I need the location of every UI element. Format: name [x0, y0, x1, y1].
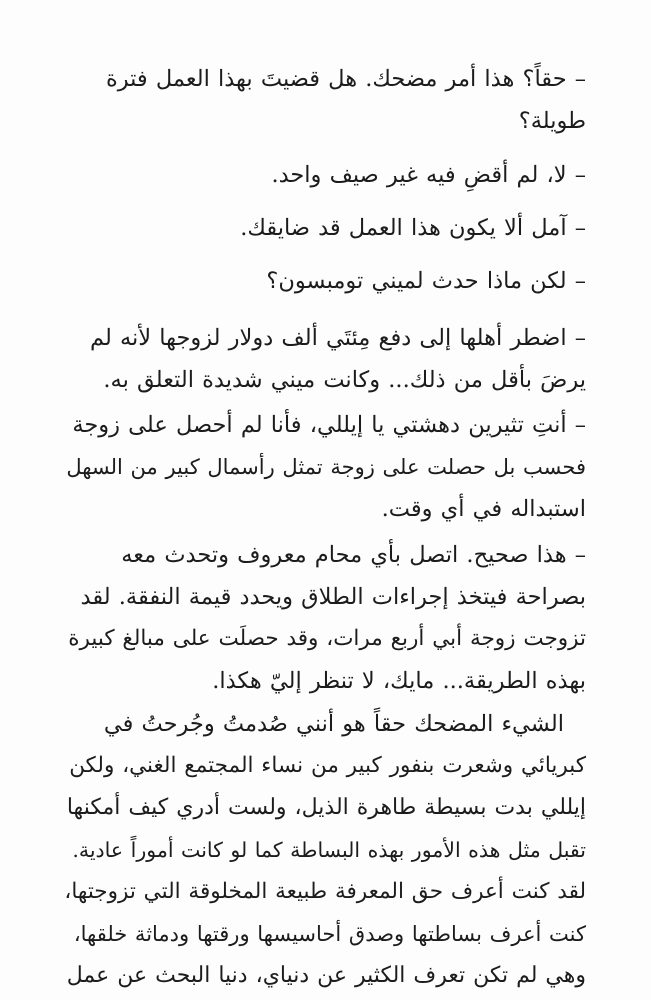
text-line: لقد كنت أعرف حق المعرفة طبيعة المخلوقة التي تزوجتها،	[64, 879, 586, 904]
text-line: – هذا صحيح. اتصل بأي محام معروف وتحدث معه	[121, 542, 586, 568]
text-line: كبريائي وشعرت بنفور كبير من نساء المجتمع الغني، ولكن	[69, 753, 586, 778]
text-line: – لكن ماذا حدث لميني تومبسون؟	[266, 268, 586, 294]
text-line: – لا، لم أقضِ فيه غير صيف واحد.	[271, 162, 586, 188]
paragraph-3	[64, 207, 586, 249]
paragraph-1	[64, 58, 586, 142]
text-line: – اضطر أهلها إلى دفع مِئتَي ألف دولار لزوجها لأنه لم	[89, 325, 586, 351]
text-line: – أنتِ تثيرين دهشتي يا إيللي، فأنا لم أحصل على زوجة	[72, 412, 586, 438]
text-line: وهي لم تكن تعرف الكثير عن دنياي، دنيا البحث عن عمل	[66, 963, 586, 988]
text-line: بصراحة فيتخذ إجراءات الطلاق ويحدد قيمة النفقة. لقد	[80, 584, 586, 610]
paragraph-2	[64, 154, 586, 196]
text-line: إيللي بدت بسيطة طاهرة الذيل، ولست أدري كيف أمكنها	[66, 795, 586, 820]
text-line: فحسب بل حصلت على زوجة تمثل رأسمال كبير من السهل	[66, 455, 586, 479]
text-line: يرضَ بأقل من ذلك... وكانت ميني شديدة التعلق به.	[103, 367, 586, 393]
text-line: تقبل مثل هذه الأمور بهذه البساطة كما لو كانت أموراً عادية.	[72, 838, 586, 862]
text-line: استبداله في أي وقت.	[381, 496, 586, 522]
text-line: طويلة؟	[518, 108, 586, 134]
text-line: كنت أعرف بساطتها وصدق أحاسيسها ورقتها ودماثة خلقها،	[73, 922, 586, 946]
text-line: بهذه الطريقة... مايك، لا تنظر إليّ هكذا.	[212, 668, 586, 694]
text-line: الشيء المضحك حقاً هو أنني صُدمتُ وجُرحتُ في	[103, 711, 564, 737]
text-line: – حقاً؟ هذا أمر مضحك. هل قضيتَ بهذا العمل فترة	[105, 66, 586, 92]
text-line: – آمل ألا يكون هذا العمل قد ضايقك.	[240, 215, 586, 241]
text-line: تزوجت زوجة أبي أربع مرات، وقد حصلَت على مبالغ كبيرة	[68, 626, 586, 651]
paragraph-7	[64, 534, 586, 702]
paragraph-4	[64, 260, 586, 302]
paragraph-5	[64, 317, 586, 401]
paragraph-6	[64, 404, 586, 530]
paragraph-8	[64, 703, 586, 997]
